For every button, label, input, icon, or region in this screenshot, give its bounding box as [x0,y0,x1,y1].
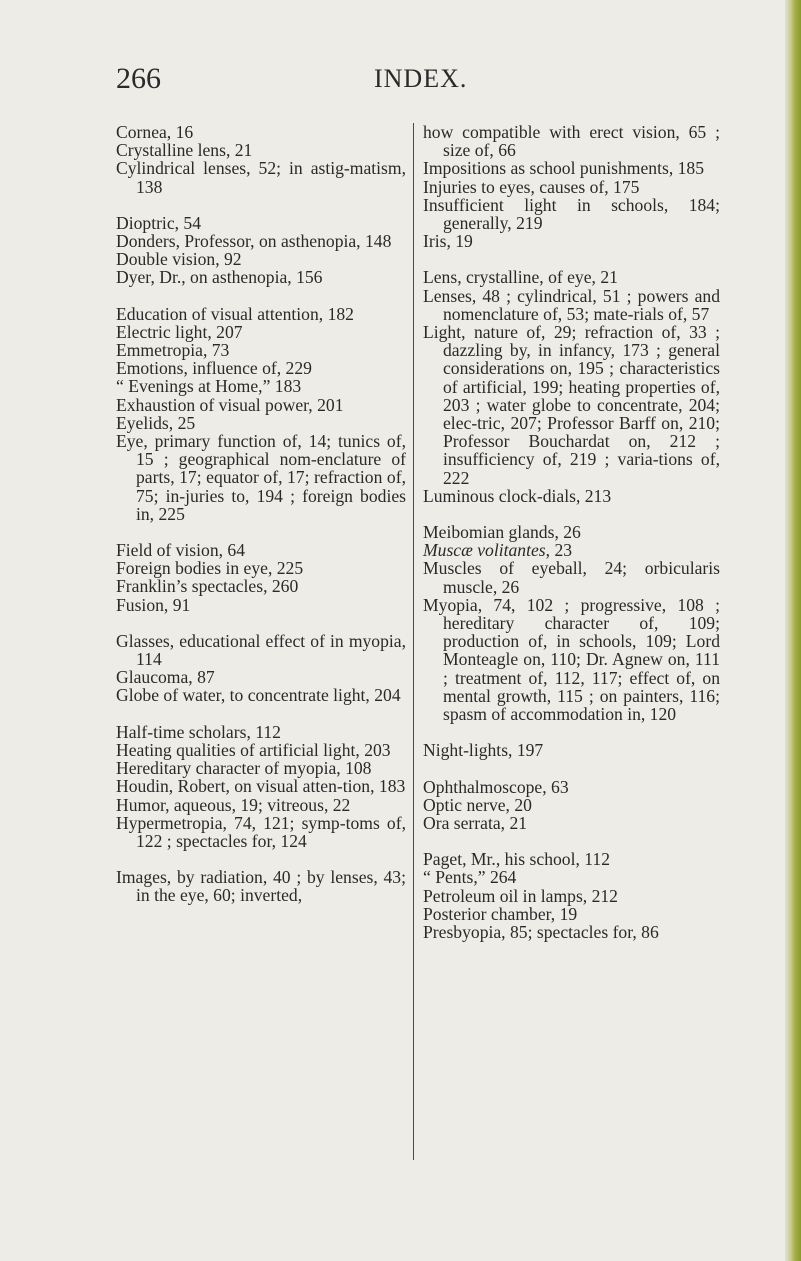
index-entry: “ Evenings at Home,” 183 [116,376,302,397]
index-entry: Cornea, 16 [116,122,194,142]
page-edge [785,0,801,1261]
index-entry: Eyelids, 25 [116,412,196,433]
index-entry: Field of vision, 64 [116,540,246,561]
index-entry: Education of visual attention, 182 [116,303,354,324]
index-entry: how compatible with erect vision, 65 ; size of, 66 [423,122,720,161]
index-entry: Franklin’s spectacles, 260 [116,576,299,597]
index-entry: Lens, crystalline, of eye, 21 [423,267,618,288]
column-divider [413,123,414,1160]
index-entry: Lenses, 48 ; cylindrical, 51 ; powers and nomenclature of, 53; mate-rials of, 57 [423,285,720,324]
index-entry: Half-time scholars, 112 [116,721,281,742]
index-entry-italic-term: Muscæ volitantes [423,540,546,561]
index-entry: Glaucoma, 87 [116,667,215,688]
index-entry: Houdin, Robert, on visual atten-tion, 183 [116,776,406,797]
index-entry: Petroleum oil in lamps, 212 [423,885,618,906]
index-entry: Optic nerve, 20 [423,794,532,815]
index-entry: Fusion, 91 [116,594,191,615]
index-entry: Dioptric, 54 [116,212,202,233]
index-entry-pages: , 23 [545,540,573,561]
page-header [116,62,702,102]
index-entry: Muscles of eyeball, 24; orbicularis muscle, 26 [423,558,720,597]
index-entry: Presbyopia, 85; spectacles for, 86 [423,921,659,942]
index-entry: Posterior chamber, 19 [423,903,578,924]
index-entry: Double vision, 92 [116,249,242,270]
index-entry: Hereditary character of myopia, 108 [116,758,372,779]
index-entry: Injuries to eyes, causes of, 175 [423,176,640,197]
index-entry: Globe of water, to concentrate light, 204 [116,685,401,706]
index-entry: Donders, Professor, on asthenopia, 148 [116,231,392,252]
index-entry: Ophthalmoscope, 63 [423,776,569,797]
index-entry: Eye, primary function of, 14; tunics of, 15 ; geographical nom-enclature of parts, 17; equator of, 17; refraction of, 75; in-juries to, 194 ; foreign bodies in, 225 [116,431,406,524]
index-column-right [423,123,720,941]
index-entry: Images, by radiation, 40 ; by lenses, 43; in the eye, 60; inverted, [116,867,406,906]
index-entry: Dyer, Dr., on asthenopia, 156 [116,267,323,288]
index-entry: Meibomian glands, 26 [423,522,581,543]
index-entry: Crystalline lens, 21 [116,140,253,161]
index-entry: “ Pents,” 264 [423,867,517,888]
index-entry: Cylindrical lenses, 52; in astig-matism, 138 [116,158,406,197]
index-entry: Light, nature of, 29; refraction of, 33 ; dazzling by, in infancy, 173 ; general considerations on, 195 ; characteristics of artificial, 199; heating properties of, 203 ; water globe to concentrate, 204; elec-tric, 207; Professor Barff on, 210; Professor Bouchardat on, 212 ; insufficiency of, 219 ; varia-tions of, 222 [423,322,720,488]
index-entry [423,541,720,559]
index-entry: Emotions, influence of, 229 [116,358,312,379]
index-entry: Heating qualities of artificial light, 203 [116,739,391,760]
index-entry: Night-lights, 197 [423,740,544,761]
index-entry: Iris, 19 [423,231,473,252]
index-entry: Ora serrata, 21 [423,812,528,833]
index-entry: Impositions as school punishments, 185 [423,158,705,179]
index-entry: Hypermetropia, 74, 121; symp-toms of, 122 ; spectacles for, 124 [116,812,406,851]
index-entry: Luminous clock-dials, 213 [423,485,612,506]
running-head: INDEX. [374,64,468,93]
index-entry: Foreign bodies in eye, 225 [116,558,304,579]
index-entry: Electric light, 207 [116,321,243,342]
index-entry: Glasses, educational effect of in myopia, 114 [116,630,406,670]
index-entry: Exhaustion of visual power, 201 [116,394,344,415]
page-number: 266 [116,62,161,95]
index-entry: Insufficient light in schools, 184; generally, 219 [423,194,720,234]
index-entry: Emmetropia, 73 [116,340,230,361]
index-entry: Humor, aqueous, 19; vitreous, 22 [116,794,351,815]
index-column-left [116,123,406,905]
index-entry: Paget, Mr., his school, 112 [423,849,611,870]
index-entry: Myopia, 74, 102 ; progressive, 108 ; hereditary character of, 109; production of, in schools, 109; Lord Monteagle on, 110; Dr. Agnew on, 111 ; treatment of, 112, 117; effect of, on mental growth, 115 ; on painters, 116; spasm of accommodation in, 120 [423,594,720,725]
